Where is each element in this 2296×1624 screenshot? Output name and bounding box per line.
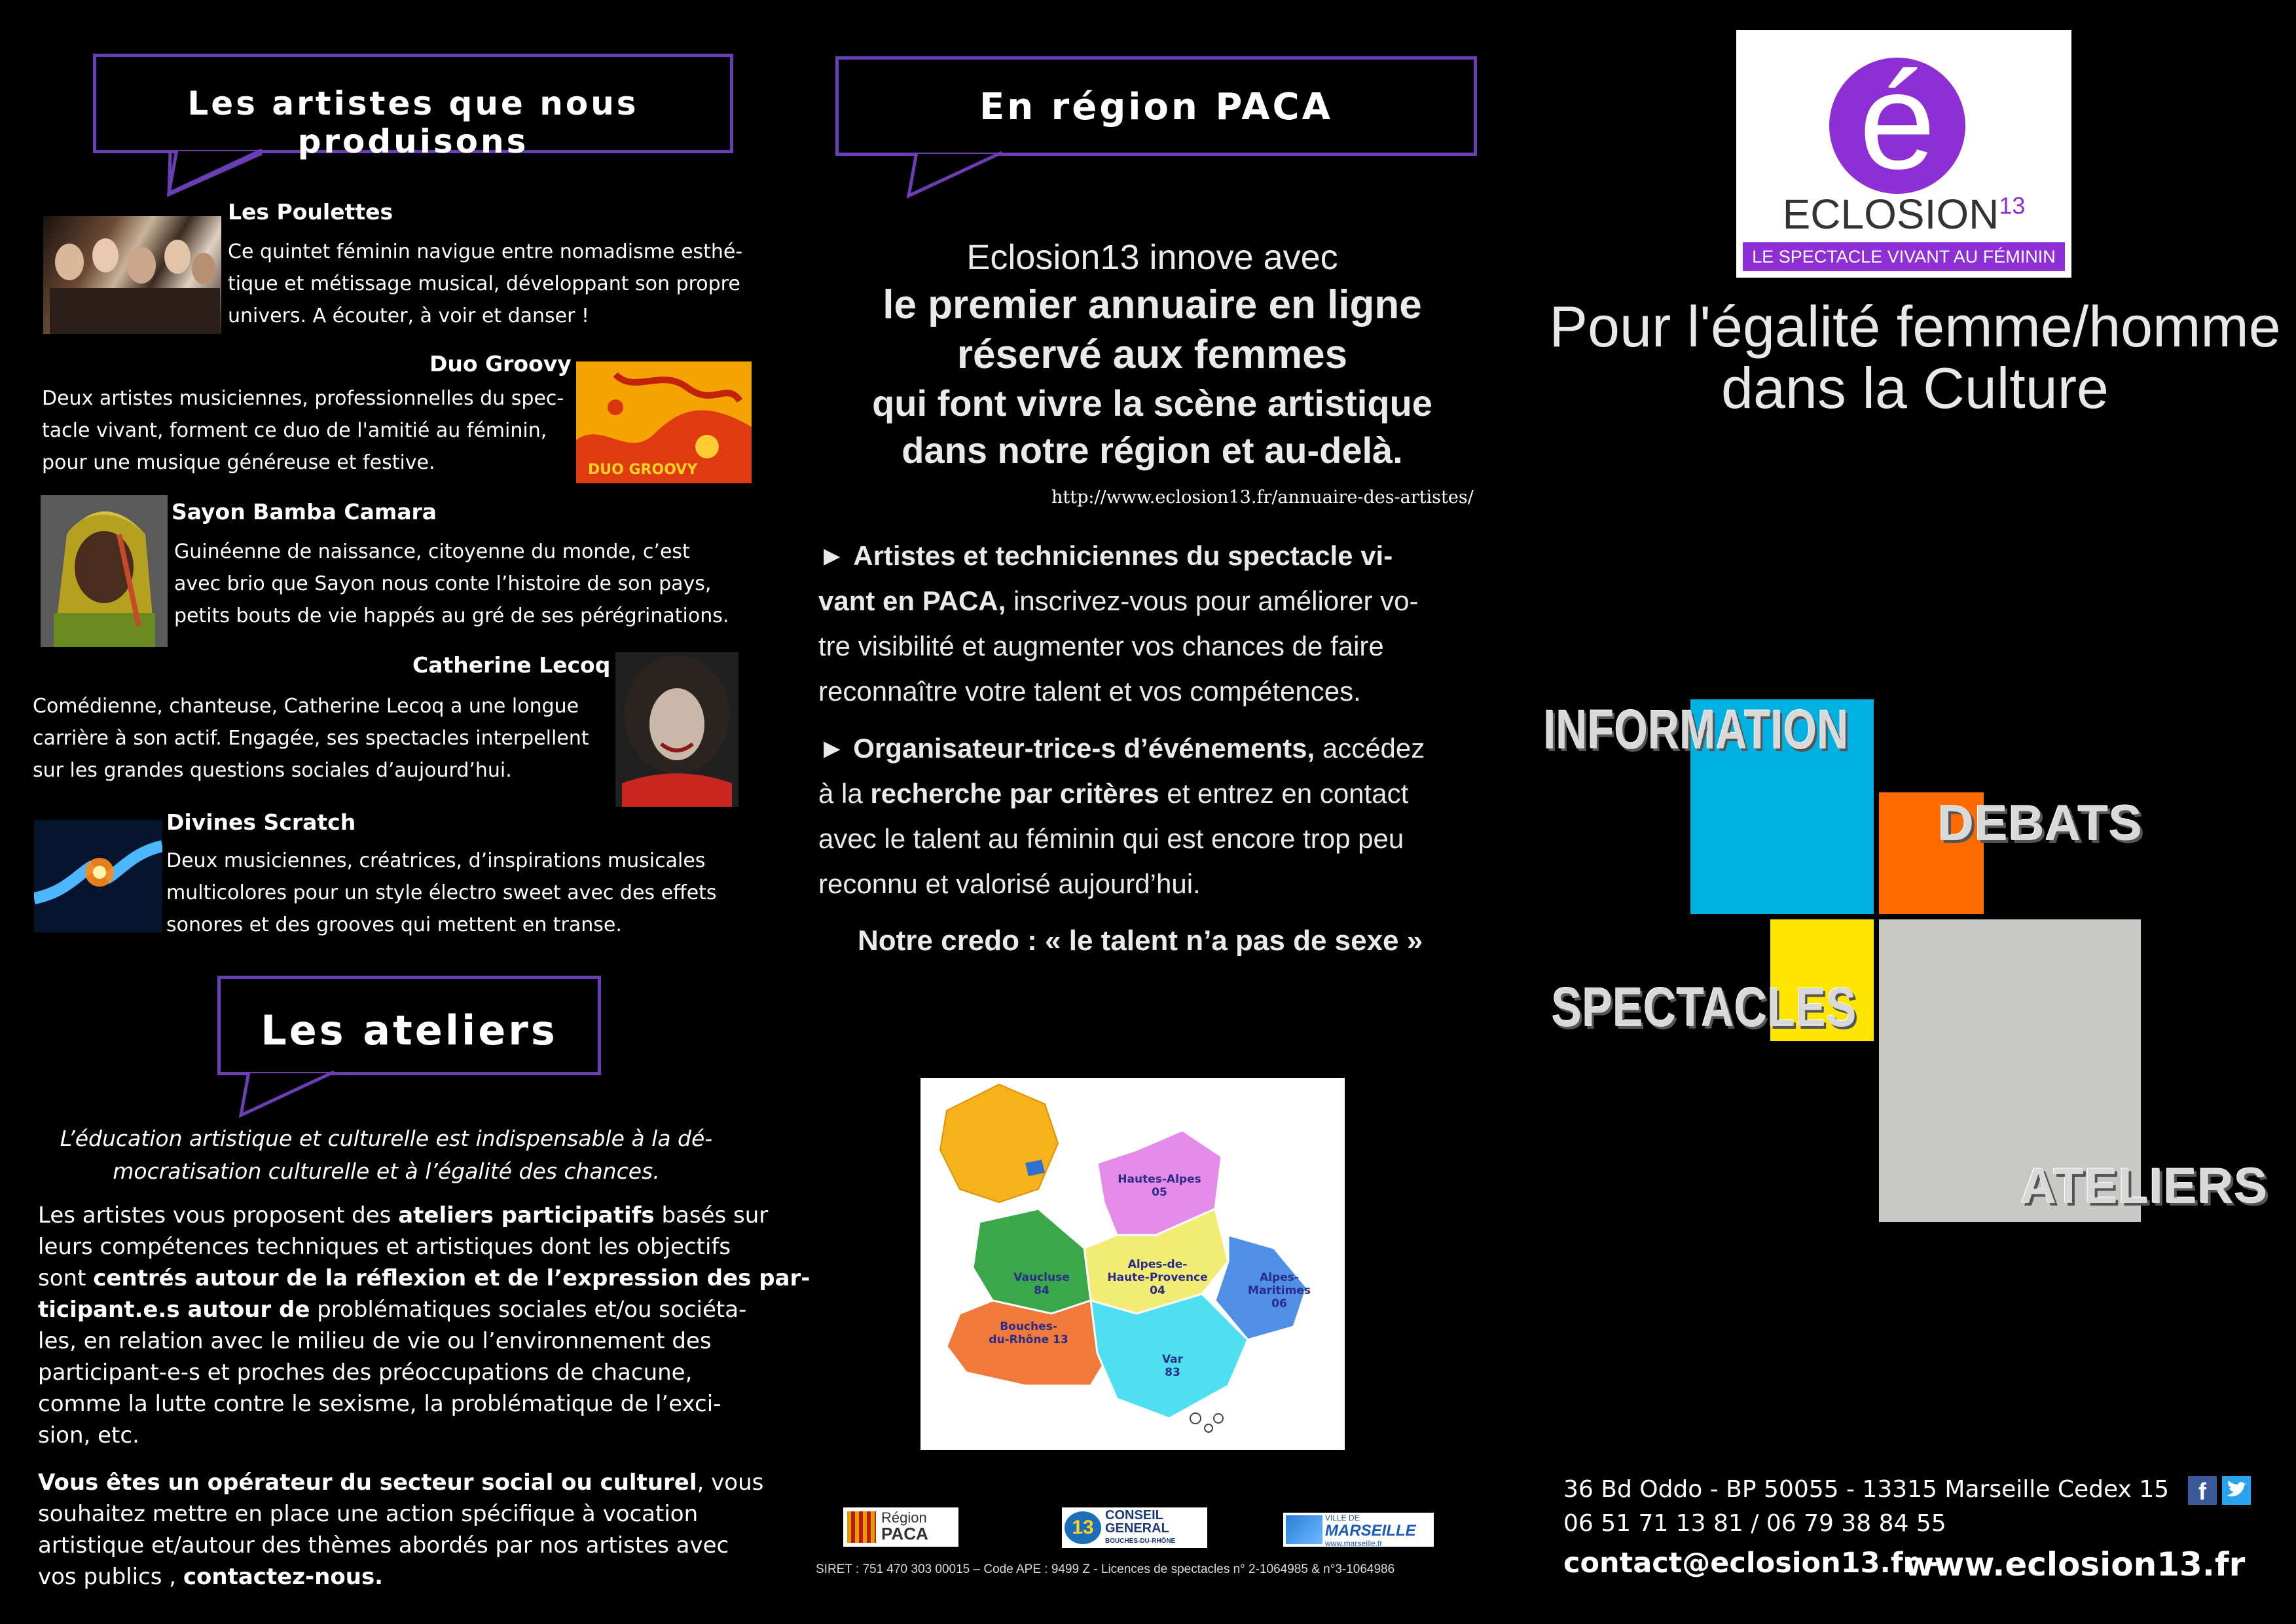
para-line: comme la lutte contre le sexisme, la problématique de l’exci-: [38, 1391, 721, 1417]
paca-map-image: [920, 1078, 1345, 1450]
divines-scratch-photo: [34, 820, 162, 932]
divines-scratch-desc: [166, 845, 717, 941]
para-line: ticipant.e.s autour de problématiques sociales et/ou sociéta-: [38, 1297, 747, 1323]
intro-line: mocratisation culturelle et à l’égalité des chances.: [113, 1158, 660, 1184]
bullet-line: ► Organisateur-trice-s d’événements, accédez: [818, 733, 1425, 764]
catherine-lecoq-desc: [33, 690, 589, 786]
desc-line: tique et métissage musical, développant son propre: [228, 272, 740, 295]
paca-bubble-tail: [903, 153, 1021, 200]
ville-logo-text: MARSEILLE: [1325, 1522, 1416, 1540]
eclosion-name-text: ECLOSION: [1782, 191, 1999, 238]
slogan-line: Pour l'égalité femme/homme: [1549, 294, 2281, 359]
eclosion-logo: [1736, 30, 2071, 278]
desc-line: multicolores pour un style électro sweet avec des effets: [166, 881, 717, 904]
duo-groovy-image: [576, 361, 752, 483]
intro-line: L’éducation artistique et culturelle est indispensable à la dé-: [60, 1126, 713, 1151]
artists-bubble-tail: [164, 150, 282, 197]
eclosion-logo-letter: é: [1859, 44, 1936, 198]
spectacles-word: SPECTACLES: [1552, 976, 1857, 1038]
contact-us-link[interactable]: contactez-nous.: [183, 1564, 384, 1590]
website-link[interactable]: www.eclosion13.fr: [1904, 1545, 2246, 1583]
sayon-name: Sayon Bamba Camara: [172, 499, 437, 525]
desc-line: univers. A écouter, à voir et danser !: [228, 304, 590, 327]
catherine-lecoq-image: [615, 652, 738, 807]
para-line: participant-e-s et proches des préoccupations de chacune,: [38, 1359, 693, 1386]
cg13-icon: 13: [1065, 1511, 1101, 1544]
map-label-06b: Maritimes: [1248, 1284, 1311, 1297]
divines-scratch-image: [34, 820, 162, 932]
map-label-06: Alpes-: [1260, 1271, 1299, 1284]
ville-logo-text: VILLE DE: [1325, 1513, 1360, 1522]
address: 36 Bd Oddo - BP 50055 - 13315 Marseille Cedex 15: [1563, 1476, 2170, 1503]
bullet-line: à la recherche par critères et entrez en contact: [818, 778, 1409, 809]
region-flag-icon: [847, 1511, 876, 1543]
slogan-line: dans la Culture: [1721, 356, 2109, 420]
para-line: sont centrés autour de la réflexion et de l’expression des par-: [38, 1265, 811, 1291]
les-poulettes-image: [43, 216, 221, 334]
les-poulettes-photo: [43, 216, 221, 334]
map-label-83: Var: [1161, 1353, 1184, 1366]
eclosion-logo-name: [1736, 190, 2071, 238]
map-label-84-num: 84: [1034, 1284, 1049, 1297]
siret-line: SIRET : 751 470 303 00015 – Code APE : 9499 Z - Licences de spectacles n° 2-1064985 & n°3-1064986: [816, 1562, 1395, 1576]
desc-line: petits bouts de vie happés au gré de ses pérégrinations.: [174, 604, 729, 627]
headline-line: qui font vivre la scène artistique: [872, 382, 1432, 424]
map-label-13b: du-Rhône 13: [989, 1333, 1068, 1346]
headline-line: Eclosion13 innove avec: [966, 238, 1338, 277]
para-line: vos publics , contactez-nous.: [38, 1564, 384, 1590]
ville-logo-text: www.marseille.fr: [1325, 1539, 1383, 1548]
catherine-lecoq-name: Catherine Lecoq: [412, 652, 611, 678]
headline-line: le premier annuaire en ligne: [883, 282, 1422, 327]
paca-title: En région PACA: [979, 86, 1333, 128]
duo-groovy-logo-text: DUO GROOVY: [588, 462, 698, 478]
bullet-line: tre visibilité et augmenter vos chances de faire: [818, 631, 1384, 661]
desc-line: Guinéenne de naissance, citoyenne du monde, c’est: [174, 540, 690, 563]
map-label-05: Hautes-Alpes: [1118, 1173, 1201, 1186]
desc-line: sur les grandes questions sociales d’aujourd’hui.: [33, 759, 512, 782]
cg-logo-text: GENERAL: [1105, 1521, 1169, 1536]
map-label-84: Vaucluse: [1013, 1271, 1070, 1284]
sayon-photo: [41, 495, 168, 647]
paca-map: [920, 1078, 1345, 1450]
ateliers-word: ATELIERS: [2020, 1158, 2269, 1214]
desc-line: tacle vivant, forment ce duo de l'amitié au féminin,: [42, 419, 547, 442]
map-label-06-num: 06: [1271, 1297, 1287, 1310]
ateliers-paragraph-1: [38, 1200, 810, 1451]
para-line: Les artistes vous proposent des ateliers participatifs basés sur: [38, 1202, 769, 1228]
map-label-04-num: 04: [1150, 1284, 1165, 1297]
desc-line: carrière à son actif. Engagée, ses spectacles interpellent: [33, 727, 589, 750]
cg-logo-text: CONSEIL: [1105, 1508, 1163, 1522]
bullet-line: reconnu et valorisé aujourd’hui.: [818, 868, 1201, 899]
annuaire-headline: [812, 234, 1493, 474]
desc-line: avec brio que Sayon nous conte l’histoire de son pays,: [174, 572, 712, 595]
para-line: leurs compétences techniques et artistiques dont les objectifs: [38, 1234, 731, 1260]
region-logo-text: PACA: [881, 1524, 928, 1543]
catherine-lecoq-photo: [615, 652, 738, 807]
headline-line: réservé aux femmes: [957, 332, 1348, 377]
cg-logo-text: BOUCHES-DU-RHÔNE: [1105, 1538, 1176, 1545]
facebook-icon[interactable]: f: [2188, 1476, 2217, 1505]
sayon-desc: [174, 536, 729, 632]
ateliers-title: Les ateliers: [261, 1006, 558, 1054]
para-line: sion, etc.: [38, 1422, 139, 1449]
les-poulettes-desc: [228, 236, 742, 332]
eclosion-tagline-bar: [1743, 242, 2065, 271]
desc-line: Ce quintet féminin navigue entre nomadisme esthé-: [228, 240, 743, 263]
desc-line: sonores et des grooves qui mettent en transe.: [166, 913, 622, 936]
region-paca-logo: [843, 1507, 958, 1547]
desc-line: pour une musique généreuse et festive.: [42, 451, 435, 474]
bullet-line: reconnaître votre talent et vos compétences.: [818, 676, 1361, 707]
les-poulettes-name: Les Poulettes: [228, 199, 393, 225]
desc-line: Comédienne, chanteuse, Catherine Lecoq a une longue: [33, 695, 579, 718]
bullet-line: avec le talent au féminin qui est encore trop peu: [818, 823, 1404, 854]
eclosion-sup: 13: [1999, 192, 2026, 219]
para-line: les, en relation avec le milieu de vie ou l’environnement des: [38, 1328, 712, 1354]
para-line: artistique et/autour des thèmes abordés par nos artistes avec: [38, 1532, 729, 1559]
marseille-icon: [1286, 1515, 1322, 1544]
email-link[interactable]: contact@eclosion13.fr -: [1563, 1547, 1939, 1579]
artists-speech-bubble: [93, 54, 733, 160]
duo-groovy-photo: [576, 361, 752, 483]
map-label-04b: Haute-Provence: [1107, 1271, 1208, 1284]
eclosion-tagline: LE SPECTACLE VIVANT AU FÉMININ: [1752, 247, 2056, 267]
credo: Notre credo : « le talent n’a pas de sexe »: [858, 925, 1423, 957]
paca-speech-bubble: [835, 56, 1477, 156]
annuaire-url-link[interactable]: http://www.eclosion13.fr/annuaire-des-artistes/: [1051, 487, 1474, 507]
map-label-13: Bouches-: [1000, 1320, 1057, 1333]
map-label-05-num: 05: [1152, 1186, 1167, 1199]
conseil-general-logo: [1062, 1507, 1207, 1548]
duo-groovy-desc: [42, 382, 564, 479]
organisers-bullet: [818, 726, 1425, 906]
para-line: Vous êtes un opérateur du secteur social ou culturel, vous: [38, 1469, 764, 1496]
ateliers-speech-bubble: [217, 976, 601, 1075]
twitter-icon[interactable]: [2222, 1476, 2251, 1505]
duo-groovy-name: Duo Groovy: [429, 351, 572, 377]
desc-line: Deux musiciennes, créatrices, d’inspirations musicales: [166, 849, 706, 872]
sayon-image: [41, 495, 168, 647]
bullet-line: ► Artistes et techniciennes du spectacle vi-: [818, 540, 1393, 571]
phones: 06 51 71 13 81 / 06 79 38 84 55: [1563, 1510, 1946, 1537]
ville-marseille-logo: [1283, 1513, 1434, 1547]
divines-scratch-name: Divines Scratch: [166, 809, 356, 835]
twitter-bird-icon: [2222, 1476, 2251, 1505]
headline-line: dans notre région et au-delà.: [902, 430, 1403, 471]
ateliers-paragraph-2: [38, 1467, 763, 1593]
slogan: [1539, 296, 2291, 419]
region-logo-text: Région: [881, 1509, 927, 1526]
map-label-04: Alpes-de-: [1127, 1258, 1188, 1271]
desc-line: Deux artistes musiciennes, professionnelles du spec-: [42, 387, 564, 410]
ateliers-intro: [39, 1122, 733, 1188]
para-line: souhaitez mettre en place une action spécifique à vocation: [38, 1501, 699, 1527]
debats-word: DEBATS: [1938, 796, 2143, 851]
artists-bullet: [818, 533, 1419, 714]
ateliers-bubble-tail: [236, 1072, 354, 1119]
artists-title: Les artistes que nous produisons: [187, 84, 639, 160]
information-word: INFORMATION: [1544, 699, 1849, 760]
bullet-line: vant en PACA, inscrivez-vous pour améliorer vo-: [818, 585, 1419, 616]
map-label-83-num: 83: [1165, 1366, 1180, 1379]
